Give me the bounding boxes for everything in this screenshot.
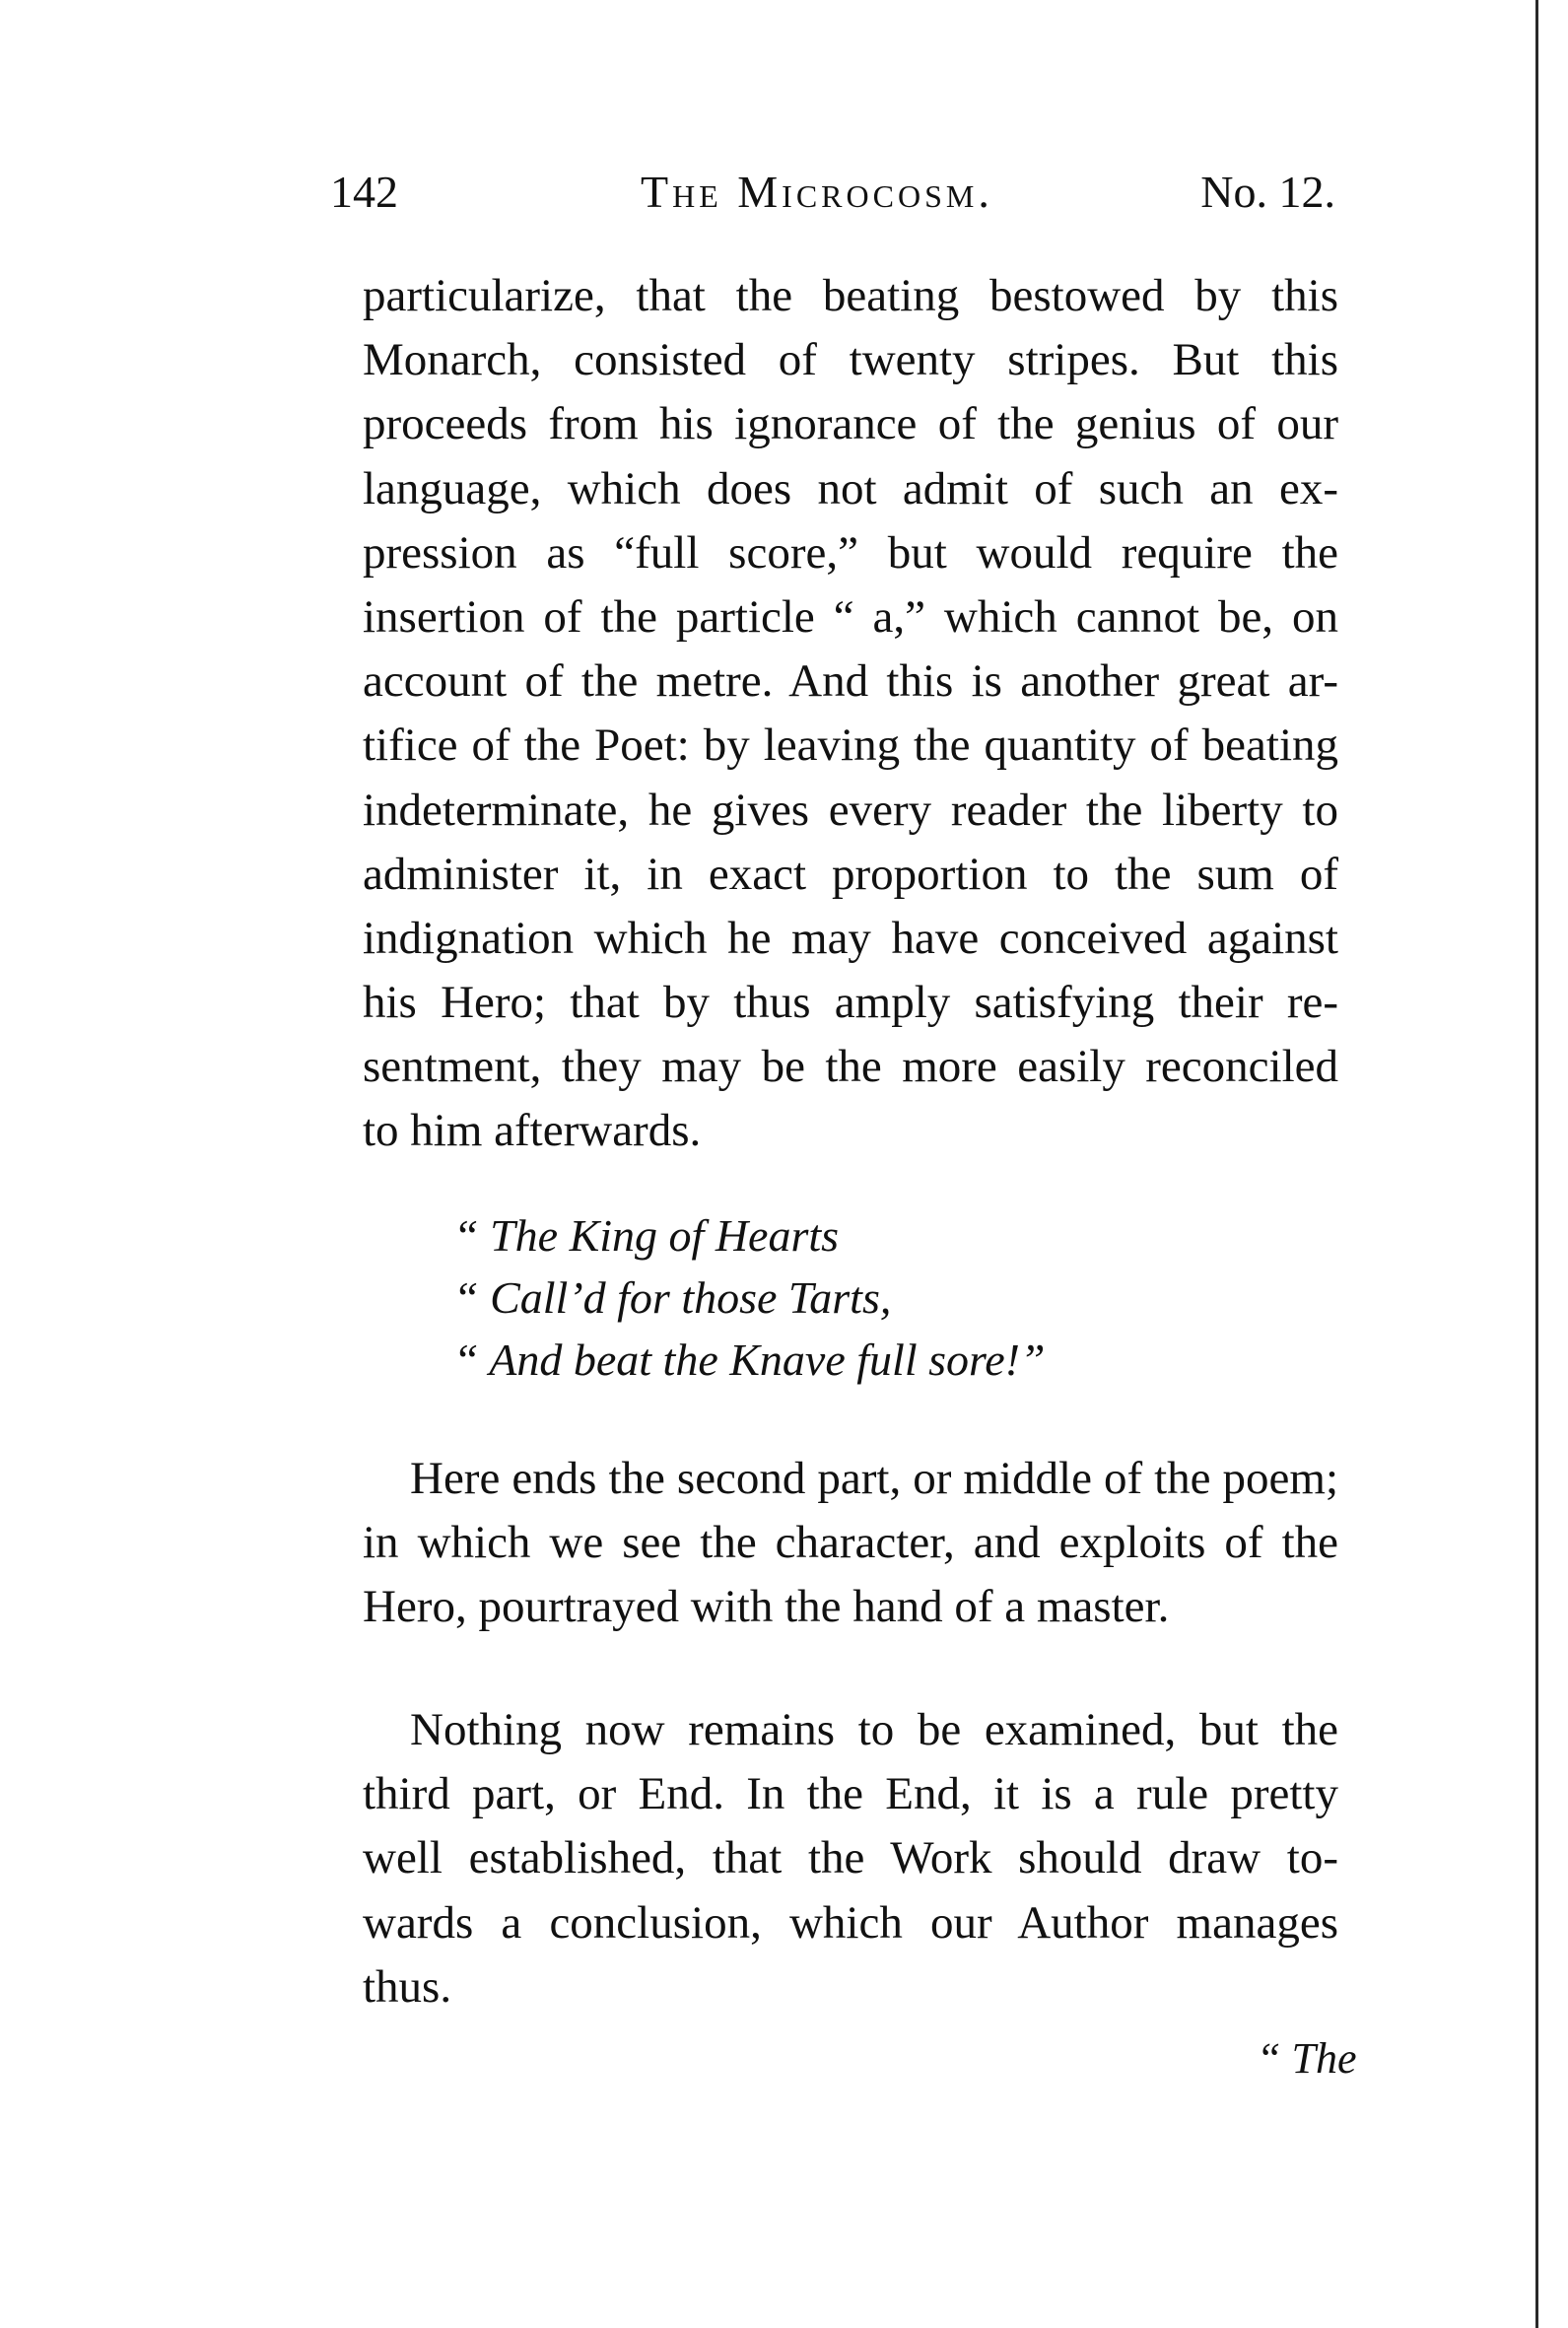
running-header bbox=[330, 166, 1335, 235]
catchword: “ The bbox=[1257, 2034, 1357, 2083]
paragraph-2 bbox=[363, 1447, 1338, 1640]
text-line: administer it, in exact proportion to the sum of bbox=[363, 848, 1338, 900]
verse-line: “ Call’d for those Tarts, bbox=[453, 1272, 892, 1323]
text-line: third part, or End. In the End, it is a rule pretty bbox=[363, 1768, 1338, 1820]
text-line: Hero, pourtrayed with the hand of a master. bbox=[363, 1581, 1170, 1633]
text-line: indeterminate, he gives every reader the liberty to bbox=[363, 784, 1338, 836]
text-line: Here ends the second part, or middle of the poem; bbox=[410, 1453, 1338, 1504]
text-line: account of the metre. And this is another great ar- bbox=[363, 655, 1338, 708]
text-line: well established, that the Work should draw to- bbox=[363, 1832, 1338, 1884]
text-line: indignation which he may have conceived against bbox=[363, 912, 1338, 964]
text-line: Monarch, consisted of twenty stripes. But this bbox=[363, 334, 1338, 386]
running-title: The Microcosm. bbox=[641, 167, 993, 217]
verse-line: “ And beat the Knave full sore!” bbox=[453, 1335, 1046, 1385]
page-number: 142 bbox=[330, 167, 398, 217]
paragraph-1 bbox=[363, 264, 1338, 1164]
issue-number: No. 12. bbox=[1200, 167, 1335, 217]
text-line: Nothing now remains to be examined, but the bbox=[410, 1704, 1338, 1755]
text-line: to him afterwards. bbox=[363, 1105, 702, 1157]
verse-line: “ The King of Hearts bbox=[453, 1210, 840, 1261]
page-edge-line bbox=[1535, 0, 1538, 2328]
text-line: in which we see the character, and exploits of the bbox=[363, 1517, 1338, 1569]
text-line: sentment, they may be the more easily reconciled bbox=[363, 1041, 1338, 1093]
text-line: proceeds from his ignorance of the genius of our bbox=[363, 398, 1338, 450]
text-line: insertion of the particle “ a,” which cannot be, on bbox=[363, 590, 1338, 643]
text-line: language, which does not admit of such an ex- bbox=[363, 462, 1338, 514]
text-line: wards a conclusion, which our Author manages bbox=[363, 1896, 1338, 1949]
paragraph-3 bbox=[363, 1698, 1338, 2020]
text-line: thus. bbox=[363, 1960, 452, 2013]
text-line: particularize, that the beating bestowed by this bbox=[363, 270, 1338, 321]
text-line: tifice of the Poet: by leaving the quantity of beating bbox=[363, 719, 1338, 772]
text-line: his Hero; that by thus amply satisfying their re- bbox=[363, 977, 1338, 1029]
text-line: pression as “full score,” but would require the bbox=[363, 526, 1338, 579]
verse-quotation bbox=[453, 1204, 1143, 1391]
